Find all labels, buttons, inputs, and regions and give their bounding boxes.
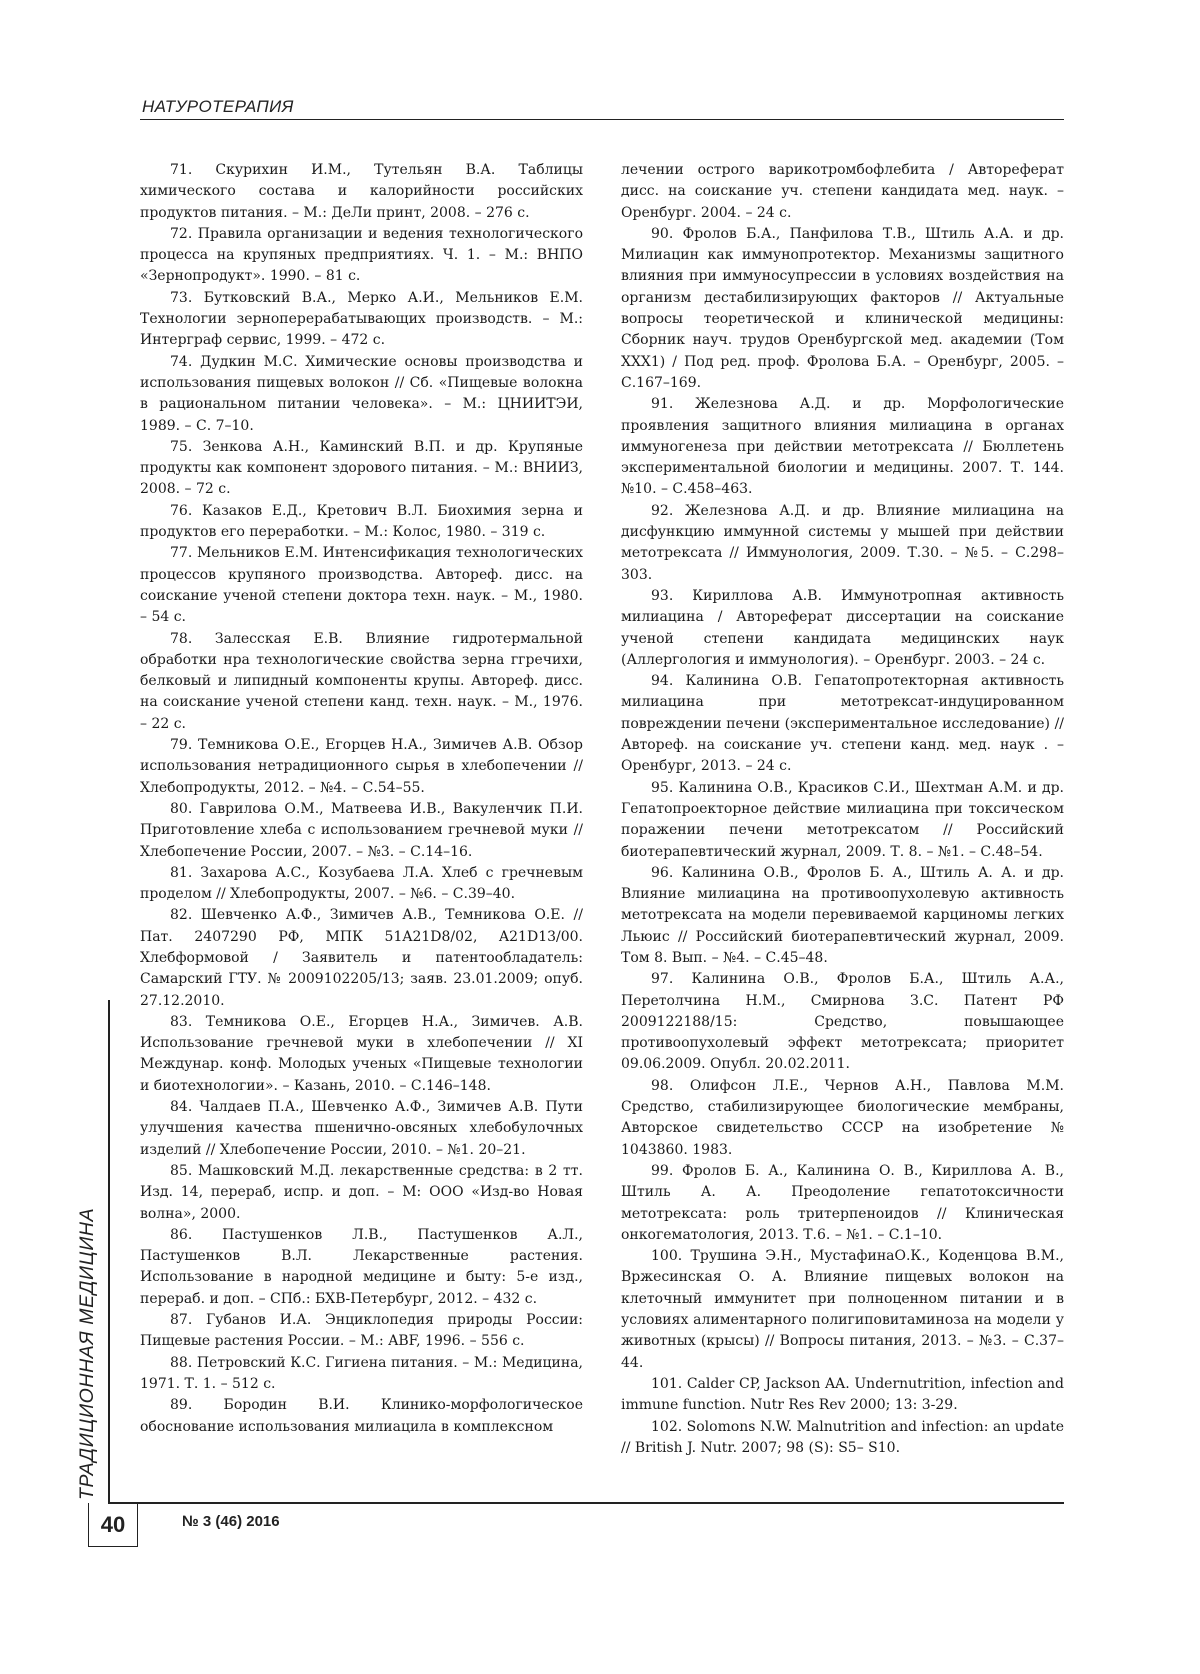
reference-item: 93. Кириллова А.В. Иммунотропная активность милиацина / Автореферат диссертации на соискание ученой степени кандидата медицинских наук (Аллергология и иммунология). – Оренбург. 2003. – 24 с. [621,587,1064,668]
reference-item: 77. Мельников Е.М. Интенсификация технологических процессов крупяного производства. Автореф. дисс. на соискание ученой степени доктора техн. наук. – М., 1980. – 54 с. [140,545,583,626]
reference-item: 98. Олифсон Л.Е., Чернов А.Н., Павлова М.М. Средство, стабилизирующее биологические мембраны, Авторское свидетельство СССР на изобретение № 1043860. 1983. [621,1077,1064,1158]
reference-item: 99. Фролов Б. А., Калинина О. В., Кириллова А. В., Штиль А. А. Преодоление гепатотоксичности метотрексата: роль тритерпеноидов // Клиническая онкогематология, 2013. Т.6. – №1. – С.1–10. [621,1162,1064,1243]
reference-item: 89. Бородин В.И. Клинико-морфологическое обоснование использования милиацила в комплексном [140,1397,583,1435]
reference-item: 72. Правила организации и ведения технологического процесса на крупяных предприятиях. Ч. 1. – М.: ВНПО «Зернопродукт». 1990. – 81 с. [140,225,583,285]
issue-number: № 3 (46) 2016 [182,1513,280,1530]
reference-item: 88. Петровский К.С. Гигиена питания. – М.: Медицина, 1971. Т. 1. – 512 с. [140,1354,583,1392]
right-column [621,160,1064,1459]
reference-item: 91. Железнова А.Д. и др. Морфологические проявления защитного влияния милиацина в органах иммуногенеза при действии метотрексата // Бюллетень экспериментальной биологии и медицины. 2007. Т. 144. №10. – С.458–463. [621,396,1064,498]
reference-item: 83. Темникова О.Е., Егорцев Н.А., Зимичев. А.В. Использование гречневой муки в хлебопечении // XI Междунар. конф. Молодых ученых «Пищевые технологии и биотехнологии». – Казань, 2010. – С.146–148. [140,1013,583,1094]
reference-item: 102. Solomons N.W. Malnutrition and infection: an update // British J. Nutr. 2007; 98 (S): S5– S10. [621,1418,1064,1456]
reference-item: 85. Машковский М.Д. лекарственные средства: в 2 тт. Изд. 14, перераб, испр. и доп. – М: ООО «Изд-во Новая волна», 2000. [140,1162,583,1222]
reference-item: 78. Залесская Е.В. Влияние гидротермальной обработки нра технологические свойства зерна ггречихи, белковый и липидный компоненты крупы. Автореф. дисс. на соискание ученой степени канд. техн. наук. – М., 1976. – 22 с. [140,630,583,732]
reference-item: 96. Калинина О.В., Фролов Б. А., Штиль А. А. и др. Влияние милиацина на противоопухолевую активность метотрексата на модели перевиваемой карциномы легких Льюис // Российский биотерапевтический журнал, 2009. Том 8. Вып. – №4. – С.45–48. [621,864,1064,966]
reference-item: 84. Чалдаев П.А., Шевченко А.Ф., Зимичев А.В. Пути улучшения качества пшенично-овсяных хлебобулочных изделий // Хлебопечение России, 2010. – №1. 20–21. [140,1099,583,1158]
reference-item: 76. Казаков Е.Д., Кретович В.Л. Биохимия зерна и продуктов его переработки. – М.: Колос, 1980. – 319 с. [140,502,583,541]
reference-item: 97. Калинина О.В., Фролов Б.А., Штиль А.А., Перетолчина Н.М., Смирнова З.С. Патент РФ 2009122188/15: Средство, повышающее противоопухолевый эффект метотрексата; приоритет 09.06.2009. Опубл. 20.02.2011. [621,971,1064,1073]
reference-item: 75. Зенкова А.Н., Каминский В.П. и др. Крупяные продукты как компонент здорового питания. – М.: ВНИИЗ, 2008. – 72 с. [140,438,583,498]
page-number: 40 [88,1503,138,1547]
section-title: НАТУРОТЕРАПИЯ [142,97,294,116]
reference-item: 92. Железнова А.Д. и др. Влияние милиацина на дисфункцию иммунной системы у мышей при действии метотрексата // Иммунология, 2009. Т.30. – №5. – С.298–303. [621,502,1064,583]
reference-item: 80. Гаврилова О.М., Матвеева И.В., Вакуленчик П.И. Приготовление хлеба с использованием гречневой муки // Хлебопечение России, 2007. – №3. – С.14–16. [140,800,583,860]
side-rule [108,1000,110,1503]
reference-item: 79. Темникова О.Е., Егорцев Н.А., Зимичев А.В. Обзор использования нетрадиционного сырья в хлебопечении // Хлебопродукты, 2012. – №4. – С.54–55. [140,737,583,796]
reference-item: 74. Дудкин М.С. Химические основы производства и использования пищевых волокон // Сб. «Пищевые волокна в рациональном питании человека». – М.: ЦНИИТЭИ, 1989. – С. 7–10. [140,353,583,434]
reference-item: 100. Трушина Э.Н., МустафинаО.К., Коденцова В.М., Вржесинская О. А. Влияние пищевых волокон на клеточный иммунитет при полноценном питании и в условиях алиментарного полигиповитаминоза на модели у животных (крысы) // Вопросы питания, 2013. – №3. – С.37–44. [621,1248,1064,1371]
reference-item: 90. Фролов Б.А., Панфилова Т.В., Штиль А.А. и др. Милиацин как иммунопротектор. Механизмы защитного влияния при иммуносупрессии в условиях воздействия на организм дестабилизирующих факторов // Актуальные вопросы теоретической и клинической медицины: Сборник науч. трудов Оренбургской мед. академии (Том XXX1) / Под ред. проф. Фролова Б.А. – Оренбург, 2005. – С.167–169. [621,225,1064,391]
reference-item: 82. Шевченко А.Ф., Зимичев А.В., Темникова О.Е. // Пат. 2407290 РФ, МПК 51A21D8/02, A21D13/00. Хлебформовой / Заявитель и патентообладатель: Самарский ГТУ. № 2009102205/13; заяв. 23.01.2009; опуб. 27.12.2010. [140,907,583,1009]
reference-item: 94. Калинина О.В. Гепатопротекторная активность милиацина при метотрексат-индуцированном повреждении печени (экспериментальное исследование) // Автореф. на соискание уч. степени канд. мед. наук . – Оренбург, 2013. – 24 с. [621,673,1064,775]
reference-item: 95. Калинина О.В., Красиков С.И., Шехтман А.М. и др. Гепатопроекторное действие милиацина при токсическом поражении печени метотрексатом // Российский биотерапевтический журнал, 2009. Т. 8. – №1. – С.48–54. [621,779,1064,860]
left-column [140,160,583,1438]
references-body [140,160,1064,1490]
reference-item: 87. Губанов И.А. Энциклопедия природы России: Пищевые растения России. – М.: ABF, 1996. – 556 с. [140,1312,583,1350]
reference-item: 71. Скурихин И.М., Тутельян В.А. Таблицы химического состава и калорийности российских продуктов питания. – М.: ДеЛи принт, 2008. – 276 с. [140,162,583,221]
reference-item: 73. Бутковский В.А., Мерко А.И., Мельников Е.М. Технологии зерноперерабатывающих производств. – М.: Интерграф сервис, 1999. – 472 с. [140,289,583,349]
reference-item: 86. Пастушенков Л.В., Пастушенков А.Л., Пастушенков В.Л. Лекарственные растения. Использование в народной медицине и быту: 5-е изд., перераб. и доп. – СПб.: БХВ-Петербург, 2012. – 432 с. [140,1226,583,1307]
footer-rule [108,1502,1064,1504]
reference-item: 101. Calder CP, Jackson AA. Undernutrition, infection and immune function. Nutr Res Rev 2000; 13: 3-29. [621,1375,1064,1414]
side-section-label: ТРАДИЦИОННАЯ МЕДИЦИНА [76,1207,98,1500]
reference-continuation: лечении острого варикотромбофлебита / Автореферат дисс. на соискание уч. степени кандидата мед. наук. – Оренбург. 2004. – 24 с. [621,162,1064,221]
running-header [140,95,1064,120]
reference-item: 81. Захарова А.С., Козубаева Л.А. Хлеб с гречневым проделом // Хлебопродукты, 2007. – №6. – С.39–40. [140,864,583,903]
